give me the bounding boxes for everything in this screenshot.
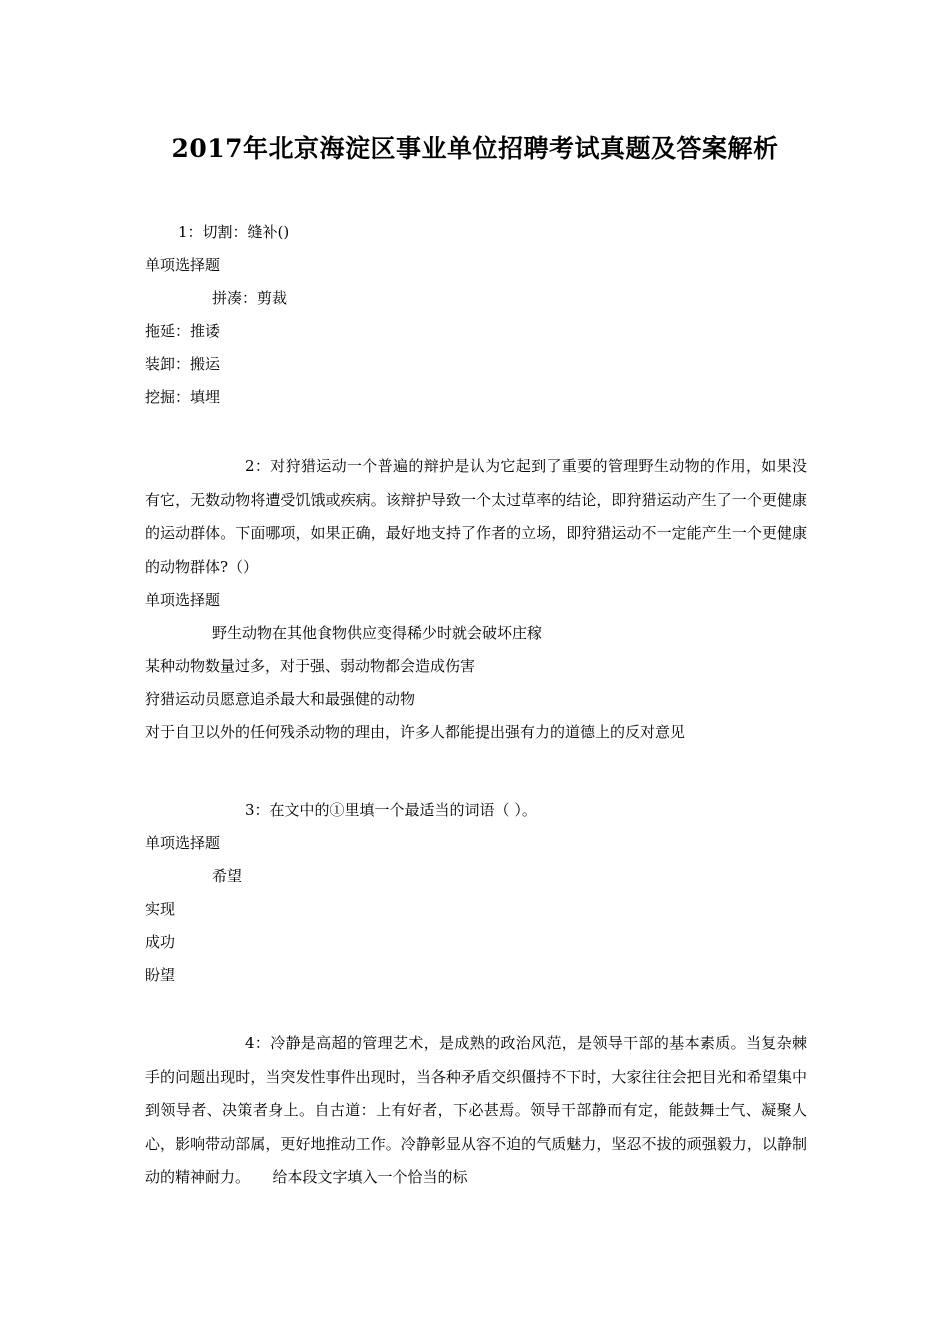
option-d: 对于自卫以外的任何残杀动物的理由，许多人都能提出强有力的道德上的反对意见: [145, 723, 686, 742]
question-type: 单项选择题: [145, 834, 221, 852]
option-c: 装卸：搬运: [145, 355, 221, 373]
option-a: 拼凑：剪裁: [212, 289, 288, 307]
option-b: 某种动物数量过多，对于强、弱动物都会造成伤害: [145, 657, 476, 676]
question-stem: 1：切割：缝补(): [178, 223, 290, 241]
question-1: [145, 216, 807, 414]
option-c: 成功: [145, 933, 176, 951]
option-b: 实现: [145, 900, 176, 918]
option-b: 拖延：推诿: [145, 322, 221, 340]
question-type: 单项选择题: [145, 256, 221, 274]
question-stem: 3：在文中的①里填一个最适当的词语（ ）。: [245, 801, 537, 819]
option-d: 挖掘：填埋: [145, 388, 221, 406]
question-stem: 2：对狩猎运动一个普遍的辩护是认为它起到了重要的管理野生动物的作用，如果没有它，无数动物将遭受饥饿或疾病。该辩护导致一个太过草率的结论，即狩猎运动产生了一个更健康的运动群体。下面哪项，如果正确，最好地支持了作者的立场，即狩猎运动不一定能产生一个更健康的动物群体?（）: [145, 457, 807, 576]
question-3: [145, 794, 807, 992]
option-a: 野生动物在其他食物供应变得稀少时就会破坏庄稼: [212, 624, 543, 643]
question-type: 单项选择题: [145, 591, 221, 610]
option-a: 希望: [212, 867, 243, 885]
question-stem: 4：冷静是高超的管理艺术，是成熟的政治风范，是领导干部的基本素质。当复杂棘手的问题出现时，当突发性事件出现时，当各种矛盾交织僵持不下时，大家往往会把目光和希望集中到领导者、决策者身上。自古道：上有好者，下必甚焉。领导干部静而有定，能鼓舞士气、凝聚人心，影响带动部属，更好地推动工作。冷静彰显从容不迫的气质魅力，坚忍不拔的顽强毅力，以静制动的精神耐力。 给本段文字填入一个恰当的标: [145, 1034, 807, 1187]
option-d: 盼望: [145, 966, 176, 984]
option-c: 狩猎运动员愿意追杀最大和最强健的动物: [145, 690, 416, 709]
question-4: [145, 1027, 807, 1195]
document-title: 2017年北京海淀区事业单位招聘考试真题及答案解析: [171, 134, 779, 163]
question-2: [145, 450, 807, 749]
